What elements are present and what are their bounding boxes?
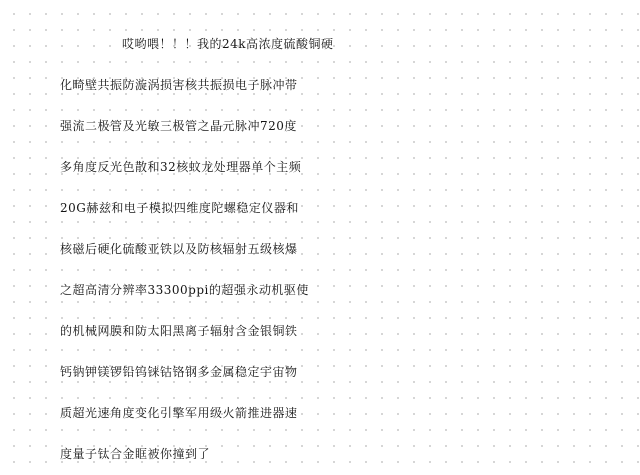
text-line: 钙钠钾镁锣铅钨铼钴铬钢多金属稳定宇宙物 [60,365,298,379]
text-line: 质超光速角度变化引擎军用级火箭推进器速 [60,406,298,420]
text-line: 的机械网膜和防太阳黑离子辐射含金银铜铁 [60,324,298,338]
handwritten-text [60,24,620,475]
text-line: 哎哟喂！！！我的24k高浓度硫酸铜硬 [122,37,334,51]
text-line: 化畸壁共振防漩涡损害核共振损电子脉冲带 [60,78,298,92]
text-line: 强流二极管及光敏三极管之晶元脉冲720度 [60,119,297,133]
text-line: 度量子钛合金眶被你撞到了 [60,447,211,461]
text-line: 核磁后硬化硫酸亚铁以及防核辐射五级核爆 [60,242,298,256]
text-line: 多角度反光色散和32核蚊龙处理器单个主频 [60,160,302,174]
text-line: 之超高清分辨率33300ppi的超强永动机驱使 [60,283,309,297]
text-line: 20G赫兹和电子模拟四维度陀螺稳定仪器和 [60,201,299,215]
